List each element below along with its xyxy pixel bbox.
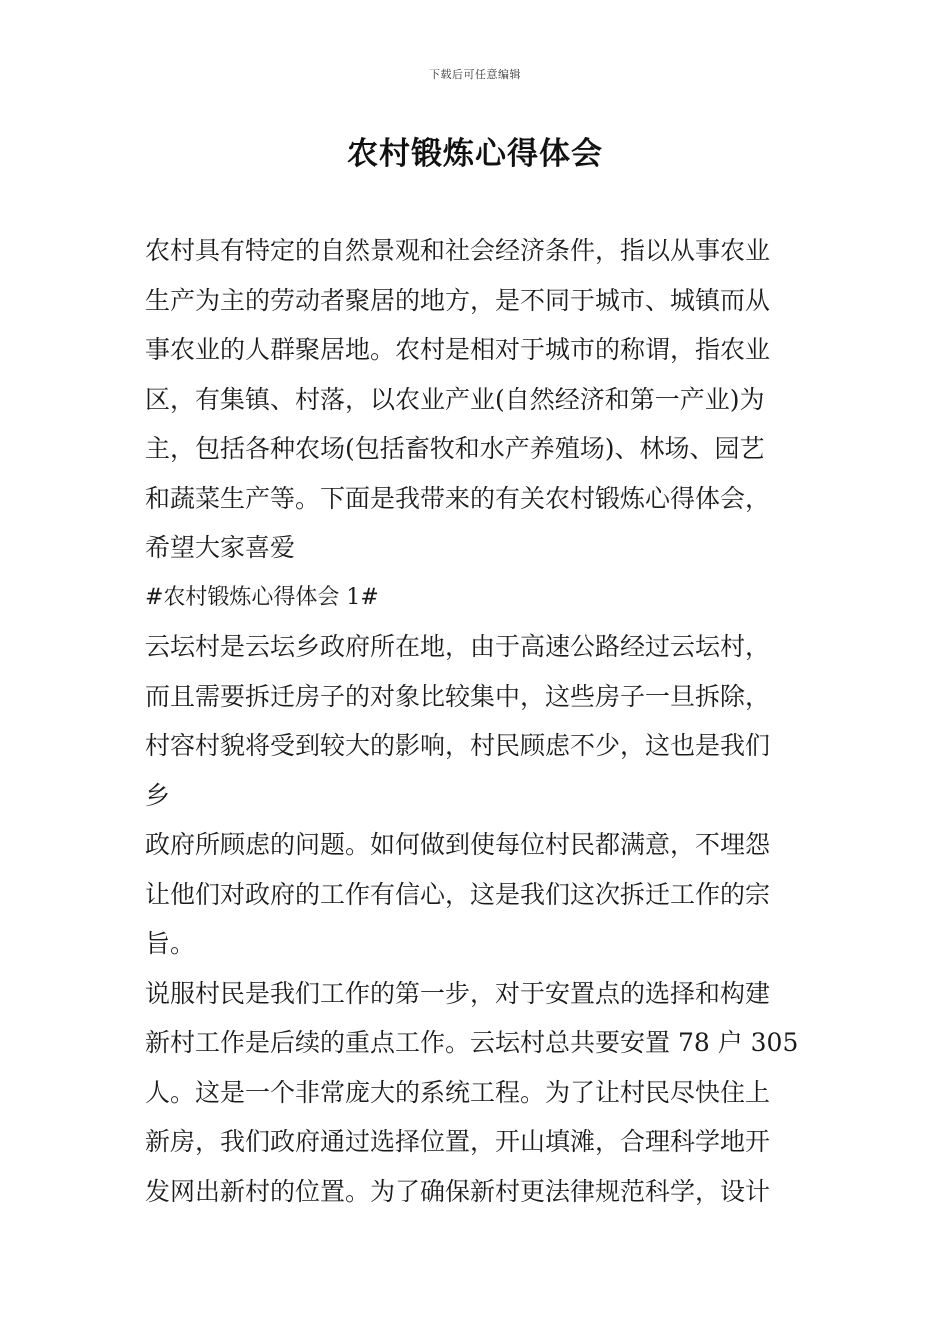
text-line: 乡 [145, 780, 171, 810]
text-line: 发网出新村的位置。为了确保新村更法律规范科学，设计 [145, 1176, 771, 1206]
text-line: 事农业的人群聚居地。农村是相对于城市的称谓，指农业 [145, 335, 771, 364]
text-line: 而且需要拆迁房子的对象比较集中，这些房子一旦拆除， [145, 681, 771, 711]
text-line: 人。这是一个非常庞大的系统工程。为了让村民尽快住上 [145, 1077, 771, 1107]
header-note: 下载后可任意编辑 [429, 68, 521, 81]
text-line: 新房，我们政府通过选择位置，开山填滩，合理科学地开 [145, 1127, 771, 1156]
section-heading: #农村锻炼心得体会 1# [145, 584, 379, 610]
text-line: 希望大家喜爱 [145, 533, 296, 562]
text-line: 旨。 [145, 929, 196, 958]
document-body [145, 226, 810, 1216]
document-title: 农村锻炼心得体会 [347, 136, 603, 172]
text-line: 主，包括各种农场(包括畜牧和水产养殖场)、林场、园艺 [145, 434, 765, 463]
text-line: 和蔬菜生产等。下面是我带来的有关农村锻炼心得体会， [145, 483, 771, 513]
text-line: 农村具有特定的自然景观和社会经济条件，指以从事农业 [145, 236, 771, 265]
text-line: 让他们对政府的工作有信心，这是我们这次拆迁工作的宗 [145, 879, 771, 909]
text-line: 云坛村是云坛乡政府所在地，由于高速公路经过云坛村， [145, 632, 771, 661]
text-line: 新村工作是后续的重点工作。云坛村总共要安置 78 户 305 [145, 1028, 799, 1057]
text-line: 村容村貌将受到较大的影响，村民顾虑不少，这也是我们 [145, 731, 771, 760]
text-line: 说服村民是我们工作的第一步，对于安置点的选择和构建 [145, 978, 771, 1008]
text-line: 区，有集镇、村落，以农业产业(自然经济和第一产业)为 [145, 384, 765, 414]
text-line: 政府所顾虑的问题。如何做到使每位村民都满意，不埋怨 [145, 830, 771, 859]
text-line: 生产为主的劳动者聚居的地方，是不同于城市、城镇而从 [145, 285, 771, 315]
